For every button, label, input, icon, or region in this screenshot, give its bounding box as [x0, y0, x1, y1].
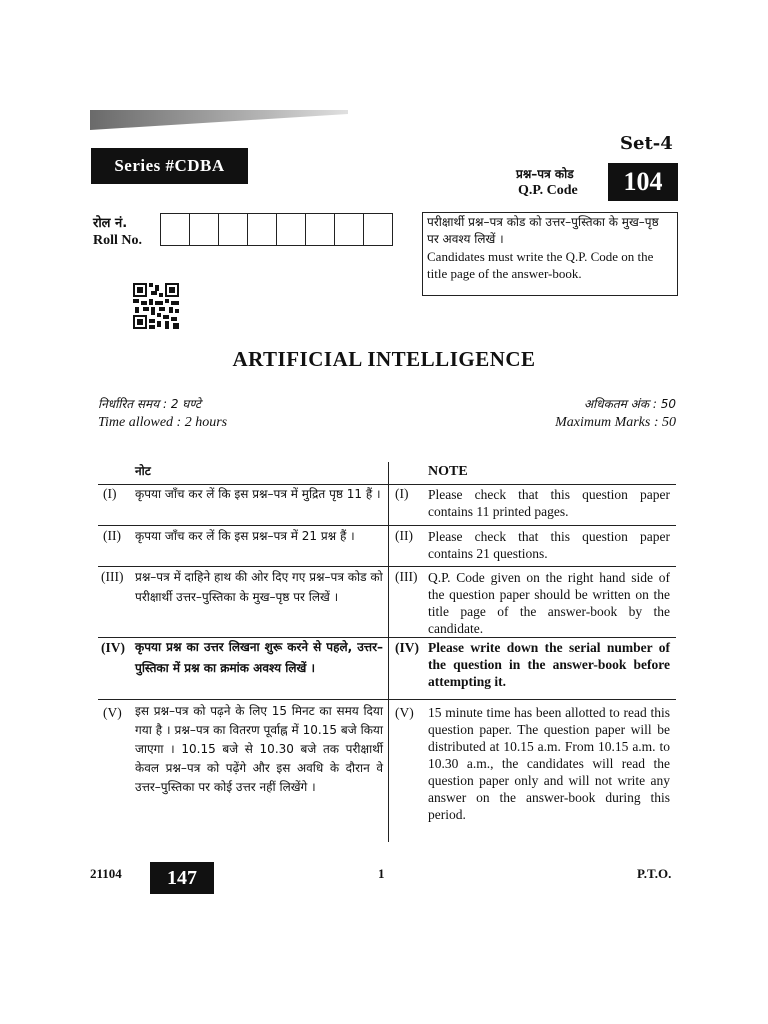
- notes-header-hindi: नोट: [135, 464, 151, 478]
- page-number: 1: [378, 866, 385, 881]
- notice-english: Candidates must write the Q.P. Code on the title page of the answer-book.: [427, 249, 654, 281]
- maximum-marks-hindi: अधिकतम अंक : 50: [583, 397, 676, 411]
- notice-hindi: परीक्षार्थी प्रश्न–पत्र कोड को उत्तर–पुस्तिका के मुख–पृष्ठ पर अवश्य लिखें ।: [427, 215, 659, 246]
- paper-title: ARTIFICIAL INTELLIGENCE: [232, 347, 536, 371]
- note-text: Please check that this question paper contains 21 questions.: [428, 529, 670, 561]
- series-badge: Series #CDBA: [91, 148, 248, 184]
- roll-box[interactable]: [364, 213, 393, 246]
- qp-code-badge: 104: [608, 163, 678, 201]
- note-number: (I): [395, 486, 409, 501]
- roll-box[interactable]: [161, 213, 190, 246]
- roll-label-hindi: रोल नं.: [93, 216, 128, 231]
- time-allowed-hindi: निर्धारित समय : 2 घण्टे: [98, 397, 202, 411]
- note-text: 15 minute time has been allotted to read this question paper. The question paper will be distributed at 10.15 a.m. From 10.15 a.m. to 10.30 a.m., the candidates will read the question paper only and will not write any answer on the answer-book during this period.: [428, 705, 670, 822]
- note-number: (III): [395, 569, 418, 584]
- qp-code-label-hindi: प्रश्न–पत्र कोड: [516, 167, 574, 181]
- row-divider: [98, 699, 676, 700]
- note-number: (II): [395, 528, 413, 543]
- qp-code-notice-box: [422, 212, 678, 296]
- roll-box[interactable]: [248, 213, 277, 246]
- roll-number-boxes[interactable]: [160, 213, 393, 246]
- note-text-hindi: कृपया प्रश्न का उत्तर लिखना शुरू करने से पहले, उत्तर–पुस्तिका में प्रश्न का क्रमांक अवश्य लिखें ।: [135, 640, 383, 675]
- qr-code-icon: [133, 283, 179, 329]
- notes-column-divider: [388, 462, 389, 842]
- note-text: Please check that this question paper contains 11 printed pages.: [428, 487, 670, 519]
- time-allowed: Time allowed : 2 hours: [98, 415, 228, 430]
- note-text: Please write down the serial number of the question in the answer-book before attempting it.: [428, 640, 670, 689]
- note-number: (IV): [395, 640, 419, 655]
- maximum-marks: Maximum Marks : 50: [555, 415, 676, 430]
- note-text-hindi: इस प्रश्न–पत्र को पढ़ने के लिए 15 मिनट का समय दिया गया है । प्रश्न–पत्र का वितरण पूर्वाह्न में 10.15 बजे किया जाएगा । 10.15 बजे से 10.30 बजे तक परीक्षार्थी केवल प्रश्न–पत्र को पढ़ेंगे और इस अवधि के दौरान वे उत्तर–पुस्तिका पर कोई उत्तर नहीं लिखेंगे ।: [135, 704, 383, 794]
- note-text-hindi: प्रश्न–पत्र में दाहिने हाथ की ओर दिए गए प्रश्न–पत्र कोड को परीक्षार्थी उत्तर–पुस्तिका के मुख–पृष्ठ पर लिखें ।: [135, 570, 383, 604]
- qp-code-label: Q.P. Code: [518, 183, 578, 198]
- note-text-hindi: कृपया जाँच कर लें कि इस प्रश्न–पत्र में मुद्रित पृष्ठ 11 हैं ।: [135, 487, 381, 501]
- note-number-hindi: (IV): [101, 640, 125, 655]
- set-label: Set-4: [620, 133, 673, 154]
- please-turn-over: P.T.O.: [637, 866, 672, 881]
- roll-label: Roll No.: [93, 233, 142, 248]
- note-number-hindi: (V): [103, 705, 122, 720]
- note-number-hindi: (II): [103, 528, 121, 543]
- note-number-hindi: (I): [103, 486, 117, 501]
- roll-box[interactable]: [219, 213, 248, 246]
- footer-paper-code: 21104: [90, 866, 122, 881]
- notes-header: NOTE: [428, 464, 468, 479]
- roll-box[interactable]: [335, 213, 364, 246]
- roll-box[interactable]: [306, 213, 335, 246]
- footer-code-badge: 147: [150, 862, 214, 894]
- note-number-hindi: (III): [101, 569, 124, 584]
- note-number: (V): [395, 705, 414, 720]
- roll-box[interactable]: [277, 213, 306, 246]
- header-decorative-bar: [90, 110, 348, 130]
- note-text-hindi: कृपया जाँच कर लें कि इस प्रश्न–पत्र में 21 प्रश्न हैं ।: [135, 529, 355, 543]
- roll-box[interactable]: [190, 213, 219, 246]
- note-text: Q.P. Code given on the right hand side of the question paper should be written on the title page of the answer-book by the candidate.: [428, 570, 670, 636]
